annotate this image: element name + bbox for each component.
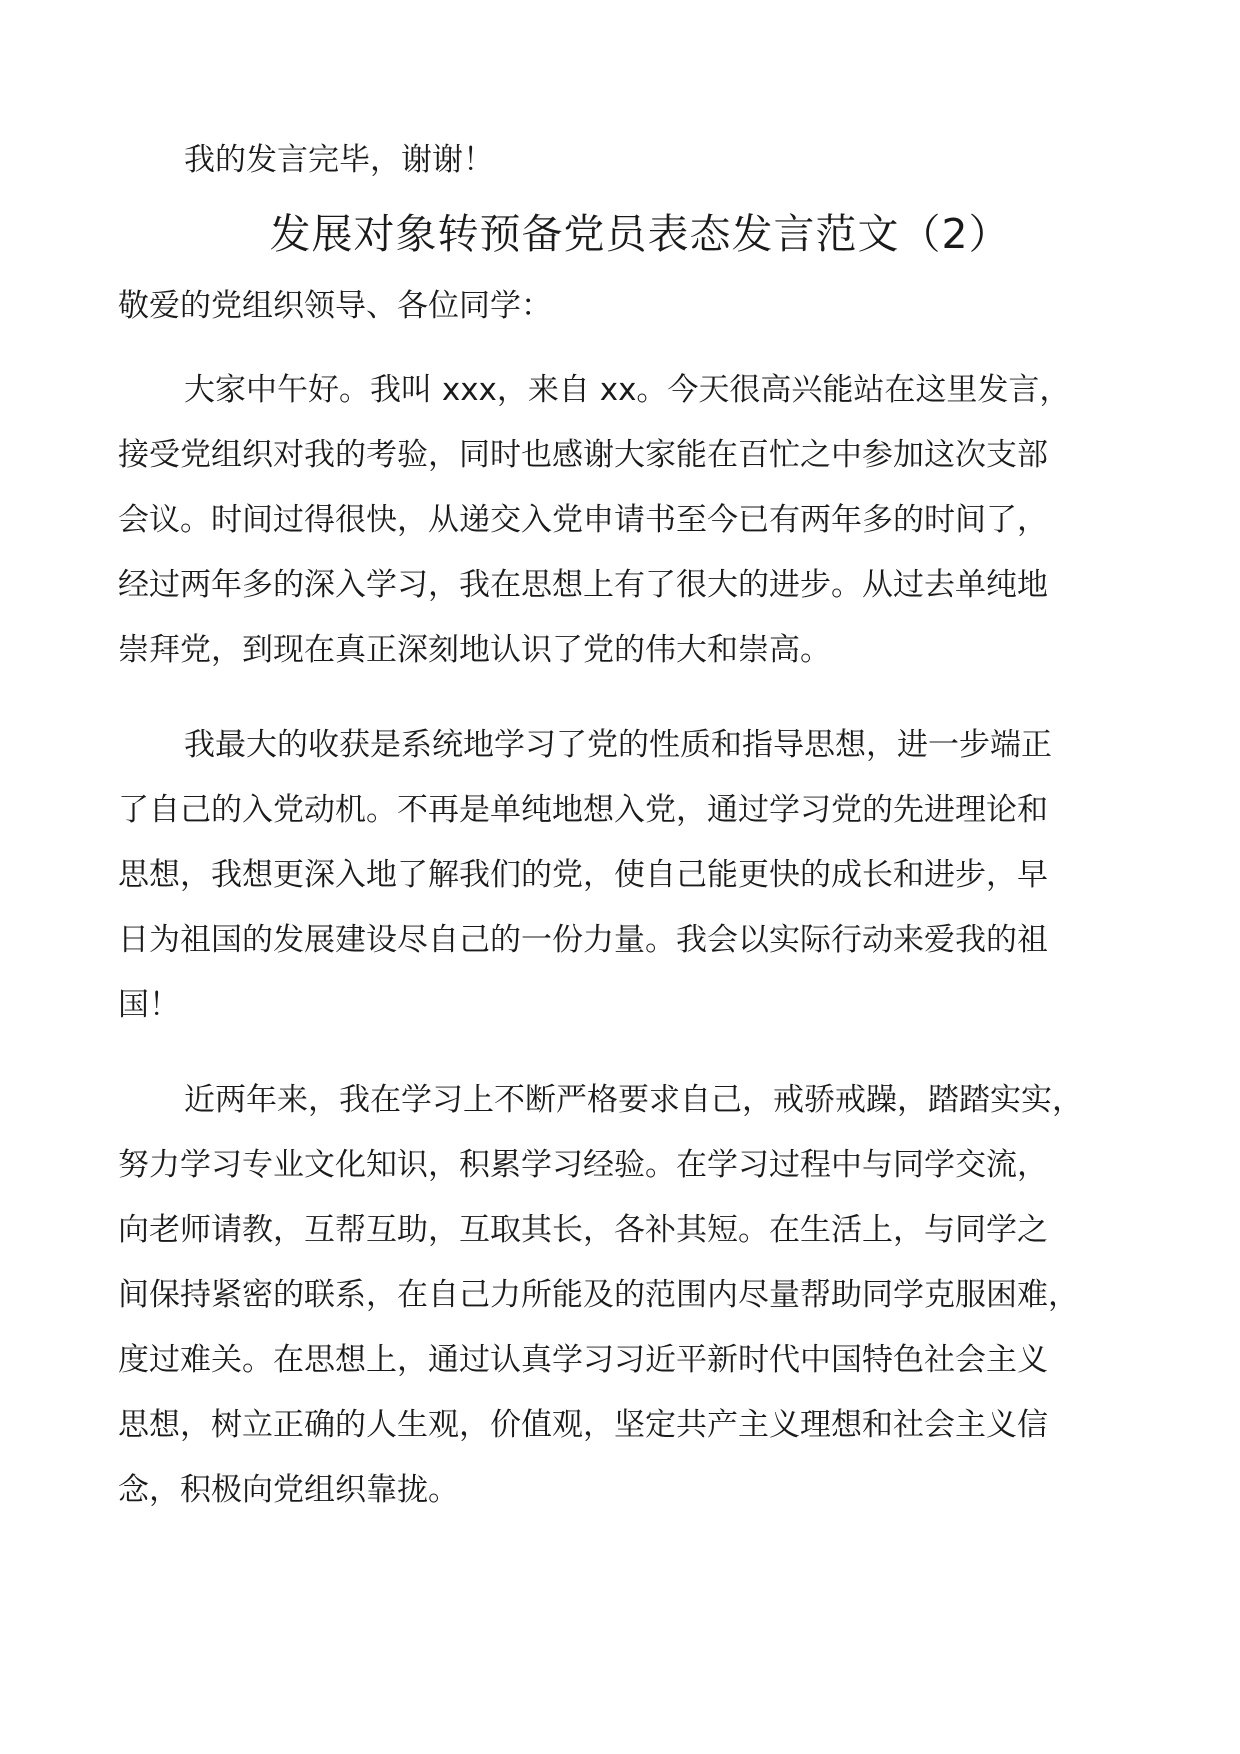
paragraph-line: 向老师请教，互帮互助，互取其长，各补其短。在生活上，与同学之	[118, 1212, 1048, 1248]
paragraph-line: 努力学习专业文化知识，积累学习经验。在学习过程中与同学交流，	[118, 1147, 1048, 1183]
paragraph-line: 会议。时间过得很快，从递交入党申请书至今已有两年多的时间了，	[118, 502, 1048, 538]
paragraph-line: 思想，树立正确的人生观，价值观，坚定共产主义理想和社会主义信	[118, 1407, 1048, 1443]
paragraph-line: 大家中午好。我叫 xxx，来自 xx。今天很高兴能站在这里发言，	[184, 372, 1071, 408]
document-page	[118, 140, 1158, 1553]
paragraph-2	[118, 713, 1158, 1038]
paragraph-line: 度过难关。在思想上，通过认真学习习近平新时代中国特色社会主义	[118, 1342, 1048, 1378]
paragraph-line: 思想，我想更深入地了解我们的党，使自己能更快的成长和进步，早	[118, 857, 1048, 893]
paragraph-line: 经过两年多的深入学习，我在思想上有了很大的进步。从过去单纯地	[118, 567, 1048, 603]
paragraph-line: 我最大的收获是系统地学习了党的性质和指导思想，进一步端正	[184, 727, 1052, 763]
paragraph-line: 念，积极向党组织靠拢。	[118, 1472, 459, 1508]
paragraph-line: 近两年来，我在学习上不断严格要求自己，戒骄戒躁，踏踏实实，	[184, 1082, 1083, 1118]
paragraph-line: 崇拜党，到现在真正深刻地认识了党的伟大和崇高。	[118, 632, 831, 668]
document-title: 发展对象转预备党员表态发言范文（2）	[269, 210, 1011, 258]
closing-line: 我的发言完毕，谢谢！	[184, 142, 494, 178]
paragraph-1	[118, 358, 1158, 683]
paragraph-3	[118, 1068, 1158, 1523]
paragraph-line: 接受党组织对我的考验，同时也感谢大家能在百忙之中参加这次支部	[118, 437, 1048, 473]
paragraph-line: 了自己的入党动机。不再是单纯地想入党，通过学习党的先进理论和	[118, 792, 1048, 828]
paragraph-line: 间保持紧密的联系，在自己力所能及的范围内尽量帮助同学克服困难，	[118, 1277, 1079, 1313]
paragraph-line: 国！	[118, 987, 180, 1023]
paragraph-line: 日为祖国的发展建设尽自己的一份力量。我会以实际行动来爱我的祖	[118, 922, 1048, 958]
salutation: 敬爱的党组织领导、各位同学：	[118, 288, 552, 324]
